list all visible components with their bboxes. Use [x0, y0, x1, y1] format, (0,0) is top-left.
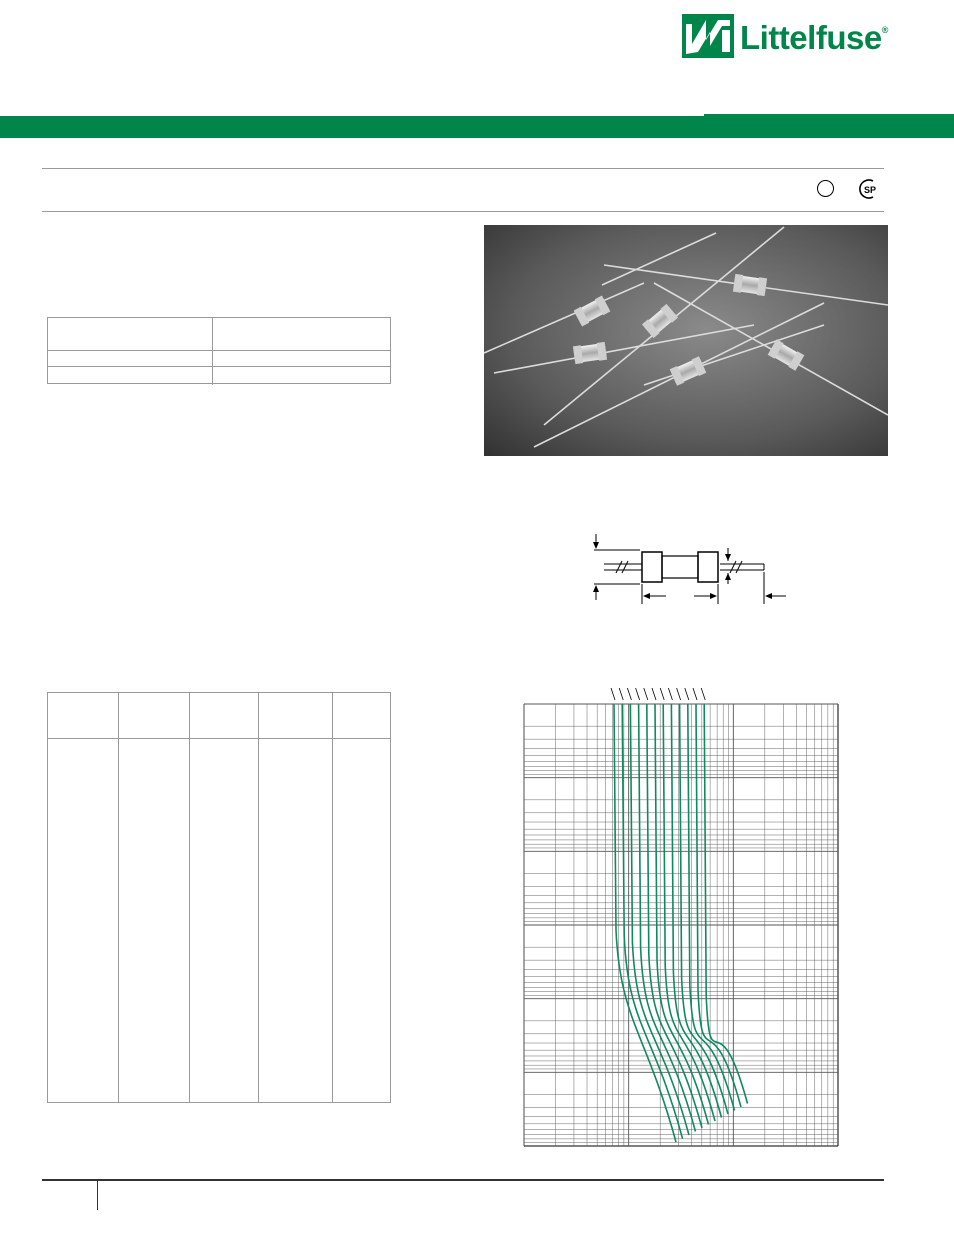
- chart-curves: [611, 688, 748, 1142]
- table-rule: [212, 317, 213, 385]
- table-rule: [390, 692, 391, 1103]
- footer-divider: [97, 1180, 98, 1210]
- ul-circle-icon: [817, 180, 834, 197]
- curve-label-leader: [636, 688, 640, 700]
- curve-label-leader: [701, 688, 705, 700]
- header-bar: [0, 116, 954, 138]
- time-current-chart: [516, 680, 846, 1150]
- table-rule: [47, 317, 48, 384]
- table-rule: [47, 366, 391, 367]
- table-rule: [47, 317, 391, 318]
- table-rule: [332, 692, 333, 1103]
- fuse-curve: [696, 704, 741, 1107]
- ratings-table: [47, 317, 391, 384]
- curve-label-leader: [619, 688, 623, 700]
- title-rule-top: [42, 168, 884, 169]
- table-rule: [47, 350, 391, 351]
- table-rule: [47, 1102, 391, 1103]
- curve-label-leader: [677, 688, 681, 700]
- table-rule: [258, 692, 259, 1103]
- brand-name: Littelfuse: [740, 19, 882, 56]
- table-rule: [47, 692, 391, 693]
- fuse-curve: [704, 704, 747, 1104]
- title-rule-bottom: [42, 211, 884, 212]
- dimension-drawing: [580, 528, 790, 606]
- brand-wordmark: [740, 18, 888, 66]
- table-rule: [118, 692, 119, 1103]
- table-rule: [189, 692, 190, 1103]
- curve-label-leader: [627, 688, 631, 700]
- csa-mark-icon: [857, 178, 879, 200]
- svg-text:SP: SP: [864, 185, 877, 195]
- table-rule: [47, 383, 391, 384]
- curve-label-leader: [693, 688, 697, 700]
- product-photo: [484, 225, 888, 456]
- registered-mark: ®: [881, 25, 888, 35]
- curve-label-leader: [668, 688, 672, 700]
- footer-rule: [42, 1179, 884, 1181]
- table-rule: [390, 317, 391, 384]
- curve-label-leader: [611, 688, 615, 700]
- curve-label-leader: [685, 688, 689, 700]
- curve-label-leader: [644, 688, 648, 700]
- table-rule: [47, 738, 391, 739]
- curve-label-leader: [660, 688, 664, 700]
- table-rule: [47, 692, 48, 1103]
- curve-label-leader: [652, 688, 656, 700]
- ordering-table: [47, 692, 391, 1103]
